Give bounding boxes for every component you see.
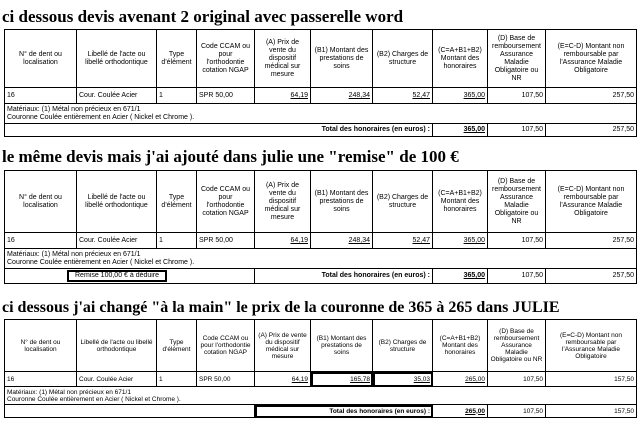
total-e: 257,50: [546, 124, 637, 137]
col-b2: (B2) Charges de structure: [373, 30, 433, 88]
table-row: [5, 233, 637, 249]
col-cab: (C=A+B1+B2) Montant des honoraires: [433, 30, 488, 88]
cell-e: 257,50: [546, 88, 637, 104]
col-ecd: (E=C-D) Montant non remboursable par l'Assurance Maladie Obligatoire: [546, 30, 637, 88]
total-label: Total des honoraires (en euros) :: [255, 405, 433, 418]
cell-a: 64,19: [255, 88, 311, 104]
cell-c: 365,00: [433, 233, 488, 249]
col-libelle: Libellé de l'acte ou libellé orthodontique: [77, 171, 157, 233]
devis-table-original: [4, 29, 637, 137]
empty-cell: [5, 405, 255, 418]
cell-type: 1: [157, 88, 197, 104]
col-type: Type d'élément: [157, 171, 197, 233]
heading-original: ci dessous devis avenant 2 original avec passerelle word: [2, 7, 404, 26]
cell-a: 64,19: [255, 233, 311, 249]
heading-main: ci dessous j'ai changé "à la main" le prix de la couronne de 365 à 265 dans JULIE: [2, 299, 560, 316]
table-row: [5, 372, 637, 387]
cell-ccam: SPR 50,00: [197, 372, 255, 387]
col-b2: (B2) Charges de structure: [373, 320, 433, 372]
col-ecd: (E=C-D) Montant non remboursable par l'Assurance Maladie Obligatoire: [546, 171, 637, 233]
col-b2: (B2) Charges de structure: [373, 171, 433, 233]
materiaux-line: Matériaux: (1) Métal non précieux en 671/1: [7, 388, 131, 396]
cell-libelle: Cour. Coulée Acier: [77, 233, 157, 249]
materiaux-note: [5, 104, 637, 124]
col-type: Type d'élément: [157, 30, 197, 88]
cell-ccam: SPR 50,00: [197, 88, 255, 104]
devis-table-remise: [4, 170, 637, 284]
col-d: (D) Base de remboursement Assurance Maladie Obligatoire ou NR: [488, 171, 546, 233]
couronne-line: Couronne Coulée entièrement en Acier ( Nickel et Chrome ).: [7, 395, 181, 403]
col-ccam: Code CCAM ou pour l'orthodontie cotation NGAP: [197, 171, 255, 233]
cell-dent: 16: [5, 372, 77, 387]
cell-c: 365,00: [433, 88, 488, 104]
total-c: 265,00: [433, 405, 488, 418]
col-dent: N° de dent ou localisation: [5, 30, 77, 88]
cell-b2: 35,03: [373, 372, 433, 387]
col-ccam: Code CCAM ou pour l'orthodontie cotation NGAP: [197, 30, 255, 88]
cell-a: 64,19: [255, 372, 311, 387]
col-b1: (B1) Montant des prestations de soins: [311, 30, 373, 88]
total-d: 107,50: [488, 405, 546, 418]
couronne-line: Couronne Coulée entièrement en Acier ( Nickel et Chrome ).: [7, 258, 195, 266]
total-d: 107,50: [488, 124, 546, 137]
cell-c: 265,00: [433, 372, 488, 387]
table-row: [5, 88, 637, 104]
col-a: (A) Prix de vente du dispositif médical sur mesure: [255, 171, 311, 233]
col-b1: (B1) Montant des prestations de soins: [311, 320, 373, 372]
total-d: 107,50: [488, 269, 546, 284]
cell-b1: 248,34: [311, 233, 373, 249]
cell-type: 1: [157, 233, 197, 249]
cell-b1: 165,78: [311, 372, 373, 387]
materiaux-note: [5, 387, 637, 405]
col-type: Type d'élément: [157, 320, 197, 372]
cell-libelle: Cour. Coulée Acier: [77, 372, 157, 387]
cell-e: 157,50: [546, 372, 637, 387]
total-label: Total des honoraires (en euros) :: [255, 269, 433, 284]
col-libelle: Libellé de l'acte ou libellé orthodontique: [77, 30, 157, 88]
cell-b2: 52,47: [373, 233, 433, 249]
materiaux-line: Matériaux: (1) Métal non précieux en 671/1: [7, 250, 141, 258]
total-e: 257,50: [546, 269, 637, 284]
materiaux-note: [5, 249, 637, 269]
devis-table-main: [4, 319, 637, 418]
col-d: (D) Base de remboursement Assurance Maladie Obligatoire ou NR: [488, 320, 546, 372]
cell-d: 107,50: [488, 88, 546, 104]
cell-b2: 52,47: [373, 88, 433, 104]
total-c: 365,00: [433, 124, 488, 137]
cell-e: 257,50: [546, 233, 637, 249]
materiaux-line: Matériaux: (1) Métal non précieux en 671/1: [7, 105, 141, 113]
remise-cell: [5, 269, 255, 284]
total-c: 365,00: [433, 269, 488, 284]
total-label: Total des honoraires (en euros) :: [5, 124, 433, 137]
couronne-line: Couronne Coulée entièrement en Acier ( Nickel et Chrome ).: [7, 113, 195, 121]
col-ecd: (E=C-D) Montant non remboursable par l'Assurance Maladie Obligatoire: [546, 320, 637, 372]
cell-d: 107,50: [488, 233, 546, 249]
cell-libelle: Cour. Coulée Acier: [77, 88, 157, 104]
cell-type: 1: [157, 372, 197, 387]
cell-dent: 16: [5, 88, 77, 104]
total-e: 157,50: [546, 405, 637, 418]
col-d: (D) Base de remboursement Assurance Maladie Obligatoire ou NR: [488, 30, 546, 88]
cell-ccam: SPR 50,00: [197, 233, 255, 249]
cell-dent: 16: [5, 233, 77, 249]
col-dent: N° de dent ou localisation: [5, 171, 77, 233]
col-dent: N° de dent ou localisation: [5, 320, 77, 372]
remise-label: Remise 100,00 € à déduire: [67, 270, 167, 282]
col-a: (A) Prix de vente du dispositif médical sur mesure: [255, 30, 311, 88]
cell-d: 107,50: [488, 372, 546, 387]
col-libelle: Libellé de l'acte ou libellé orthodontique: [77, 320, 157, 372]
col-cab: (C=A+B1+B2) Montant des honoraires: [433, 171, 488, 233]
heading-remise: le même devis mais j'ai ajouté dans julie une "remise" de 100 €: [2, 147, 459, 166]
col-ccam: Code CCAM ou pour l'orthodontie cotation NGAP: [197, 320, 255, 372]
col-a: (A) Prix de vente du dispositif médical sur mesure: [255, 320, 311, 372]
cell-b1: 248,34: [311, 88, 373, 104]
col-cab: (C=A+B1+B2) Montant des honoraires: [433, 320, 488, 372]
col-b1: (B1) Montant des prestations de soins: [311, 171, 373, 233]
